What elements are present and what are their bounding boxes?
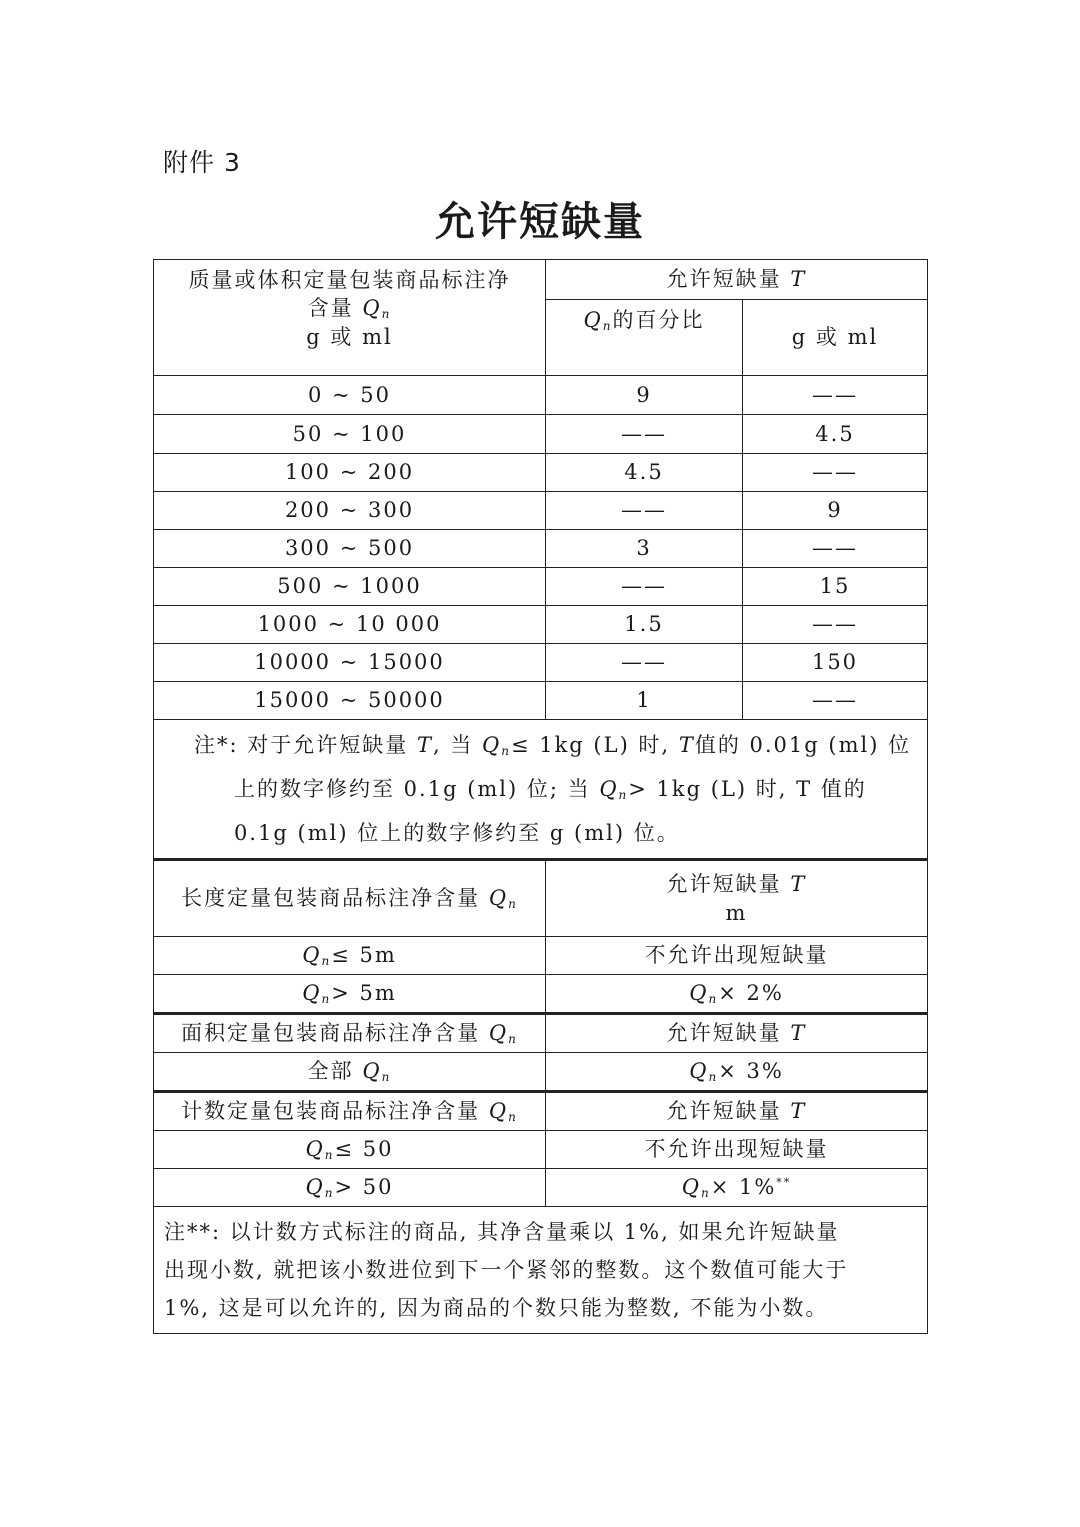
- t-symbol: T: [790, 1021, 807, 1046]
- abs-cell: 15: [743, 568, 928, 606]
- n-subscript: n: [381, 1070, 392, 1085]
- condition-cell: [154, 937, 546, 975]
- abs-cell: ——: [743, 454, 928, 492]
- note-line-3: 1%, 这是可以允许的, 因为商品的个数只能为整数, 不能为小数。: [164, 1296, 829, 1320]
- table-row: [154, 415, 928, 454]
- abs-cell: ——: [743, 530, 928, 568]
- range-cell: 10000 ~ 15000: [154, 644, 546, 682]
- count-allow-text: 允许短缺量: [666, 1099, 782, 1124]
- q-symbol: Q: [583, 308, 603, 332]
- allow-header: [546, 260, 928, 300]
- q-symbol: Q: [362, 296, 382, 321]
- range-cell: 300 ~ 500: [154, 530, 546, 568]
- t-symbol: T: [790, 1099, 807, 1124]
- abs-cell: ——: [743, 606, 928, 644]
- n-subscript: n: [618, 788, 629, 802]
- q-symbol: Q: [482, 733, 502, 757]
- n-subscript: n: [508, 1110, 518, 1125]
- note-star-row: [154, 720, 928, 860]
- n-subscript: n: [381, 307, 392, 322]
- t-symbol: T: [790, 872, 807, 897]
- pct-cell: ——: [546, 492, 743, 530]
- table-row: [154, 606, 928, 644]
- n-subscript: n: [700, 1186, 711, 1201]
- condition-cell: [154, 1131, 546, 1169]
- count-header-text: 计数定量包装商品标注净含量: [181, 1099, 481, 1124]
- abs-cell: 150: [743, 644, 928, 682]
- range-cell: 500 ~ 1000: [154, 568, 546, 606]
- range-cell: 0 ~ 50: [154, 376, 546, 415]
- area-header-row: [154, 1014, 928, 1053]
- area-header-text: 面积定量包装商品标注净含量: [181, 1021, 481, 1046]
- q-symbol: Q: [689, 1059, 709, 1084]
- attachment-label: 附件 3: [163, 148, 241, 177]
- mass-col-header-text: 质量或体积定量包装商品标注净: [188, 268, 511, 292]
- t-symbol: T: [790, 267, 807, 292]
- q-symbol: Q: [681, 1175, 701, 1200]
- condition-cell: [154, 975, 546, 1014]
- q-symbol: Q: [305, 1175, 325, 1200]
- table-row: [154, 530, 928, 568]
- n-subscript: n: [708, 1070, 719, 1085]
- q-symbol: Q: [689, 981, 709, 1006]
- t-symbol: T: [416, 733, 433, 757]
- table-row: [154, 682, 928, 720]
- area-allow-header: [546, 1014, 928, 1053]
- n-subscript: n: [501, 744, 511, 758]
- n-subscript: n: [324, 1148, 335, 1163]
- table-row: [154, 975, 928, 1014]
- pct-label: 的百分比: [612, 308, 705, 332]
- t-symbol: T: [678, 733, 695, 757]
- abs-cell: 9: [743, 492, 928, 530]
- q-symbol: Q: [488, 1021, 509, 1046]
- n-subscript: n: [602, 319, 613, 333]
- note-f: > 1kg (L) 时, T 值的: [628, 777, 867, 801]
- note-double-star: [154, 1207, 928, 1334]
- pct-cell: ——: [546, 415, 743, 454]
- pct-cell: ——: [546, 568, 743, 606]
- range-cell: 50 ~ 100: [154, 415, 546, 454]
- pct-cell: 3: [546, 530, 743, 568]
- n-subscript: n: [508, 1032, 518, 1047]
- condition-cell: [154, 1053, 546, 1092]
- area-col-header: [154, 1014, 546, 1053]
- note-line-2: 出现小数, 就把该小数进位到下一个紧邻的整数。这个数值可能大于: [164, 1258, 849, 1282]
- table-row: [154, 644, 928, 682]
- q-symbol: Q: [488, 1099, 509, 1124]
- count-row2-cond: > 50: [334, 1175, 394, 1200]
- count-allow-header: [546, 1092, 928, 1131]
- table-row: [154, 1131, 928, 1169]
- abs-cell: ——: [743, 376, 928, 415]
- table-row: [154, 937, 928, 975]
- table-row: [154, 568, 928, 606]
- q-symbol: Q: [302, 981, 322, 1006]
- pct-cell: 4.5: [546, 454, 743, 492]
- length-header-row: [154, 860, 928, 937]
- length-row1-cond: ≤ 5m: [331, 943, 397, 968]
- n-subscript: n: [321, 954, 332, 969]
- count-row1-cond: ≤ 50: [334, 1137, 394, 1162]
- value-cell: [546, 1053, 928, 1092]
- pct-header: [546, 300, 743, 376]
- count-row2-value: × 1%: [710, 1175, 777, 1200]
- mass-unit-line: g 或 ml: [306, 324, 393, 349]
- abs-cell: 4.5: [743, 415, 928, 454]
- note-e: 位上的数字修约至 0.1g (ml) 位; 当: [234, 733, 912, 801]
- length-row2-cond: > 5m: [331, 981, 397, 1006]
- abs-header: g 或 ml: [743, 300, 928, 376]
- note-c: ≤ 1kg (L) 时,: [510, 733, 671, 757]
- n-subscript: n: [321, 992, 332, 1007]
- value-cell: 不允许出现短缺量: [546, 937, 928, 975]
- length-unit: m: [725, 900, 748, 925]
- double-asterisk-mark: **: [776, 1176, 792, 1190]
- length-row2-value: × 2%: [718, 981, 784, 1006]
- q-symbol: Q: [599, 777, 619, 801]
- q-symbol: Q: [305, 1137, 325, 1162]
- pct-cell: ——: [546, 644, 743, 682]
- pct-cell: 9: [546, 376, 743, 415]
- count-col-header: [154, 1092, 546, 1131]
- note-b: , 当: [432, 733, 474, 757]
- note-star: [154, 720, 928, 860]
- area-allow-text: 允许短缺量: [666, 1021, 782, 1046]
- area-row-label: 全部: [307, 1059, 354, 1084]
- q-symbol: Q: [488, 886, 509, 911]
- value-cell: [546, 975, 928, 1014]
- n-subscript: n: [324, 1186, 335, 1201]
- range-cell: 1000 ~ 10 000: [154, 606, 546, 644]
- area-row-value: × 3%: [718, 1059, 784, 1084]
- note-g: 0.1g (ml) 位上的数字修约至 g (ml) 位。: [234, 821, 680, 845]
- count-header-row: [154, 1092, 928, 1131]
- table-row: [154, 454, 928, 492]
- value-cell: [546, 1169, 928, 1207]
- q-symbol: Q: [302, 943, 322, 968]
- allow-header-text: 允许短缺量: [666, 267, 782, 292]
- pct-cell: 1: [546, 682, 743, 720]
- n-subscript: n: [708, 992, 719, 1007]
- mass-header-row: [154, 260, 928, 300]
- table-row: [154, 492, 928, 530]
- pct-cell: 1.5: [546, 606, 743, 644]
- note-star-text: [164, 726, 919, 852]
- abs-cell: ——: [743, 682, 928, 720]
- table-row: [154, 1169, 928, 1207]
- length-allow-text: 允许短缺量: [666, 872, 782, 897]
- mass-col-header-text2: 含量: [307, 296, 354, 321]
- table-row: [154, 376, 928, 415]
- value-cell: 不允许出现短缺量: [546, 1131, 928, 1169]
- length-allow-header: [546, 860, 928, 937]
- n-subscript: n: [508, 897, 518, 912]
- shortage-table: [153, 259, 928, 1334]
- note-a: 注*: 对于允许短缺量: [194, 733, 409, 757]
- table-row: [154, 1053, 928, 1092]
- mass-col-header: [154, 260, 546, 376]
- range-cell: 200 ~ 300: [154, 492, 546, 530]
- length-col-header: [154, 860, 546, 937]
- page-title: 允许短缺量: [435, 199, 645, 245]
- note-double-star-row: [154, 1207, 928, 1334]
- q-symbol: Q: [362, 1059, 382, 1084]
- range-cell: 15000 ~ 50000: [154, 682, 546, 720]
- range-cell: 100 ~ 200: [154, 454, 546, 492]
- note-line-1: 注**: 以计数方式标注的商品, 其净含量乘以 1%, 如果允许短缺量: [164, 1220, 840, 1244]
- length-header-text: 长度定量包装商品标注净含量: [181, 886, 481, 911]
- note-d: 值的 0.01g (ml): [694, 733, 880, 757]
- condition-cell: [154, 1169, 546, 1207]
